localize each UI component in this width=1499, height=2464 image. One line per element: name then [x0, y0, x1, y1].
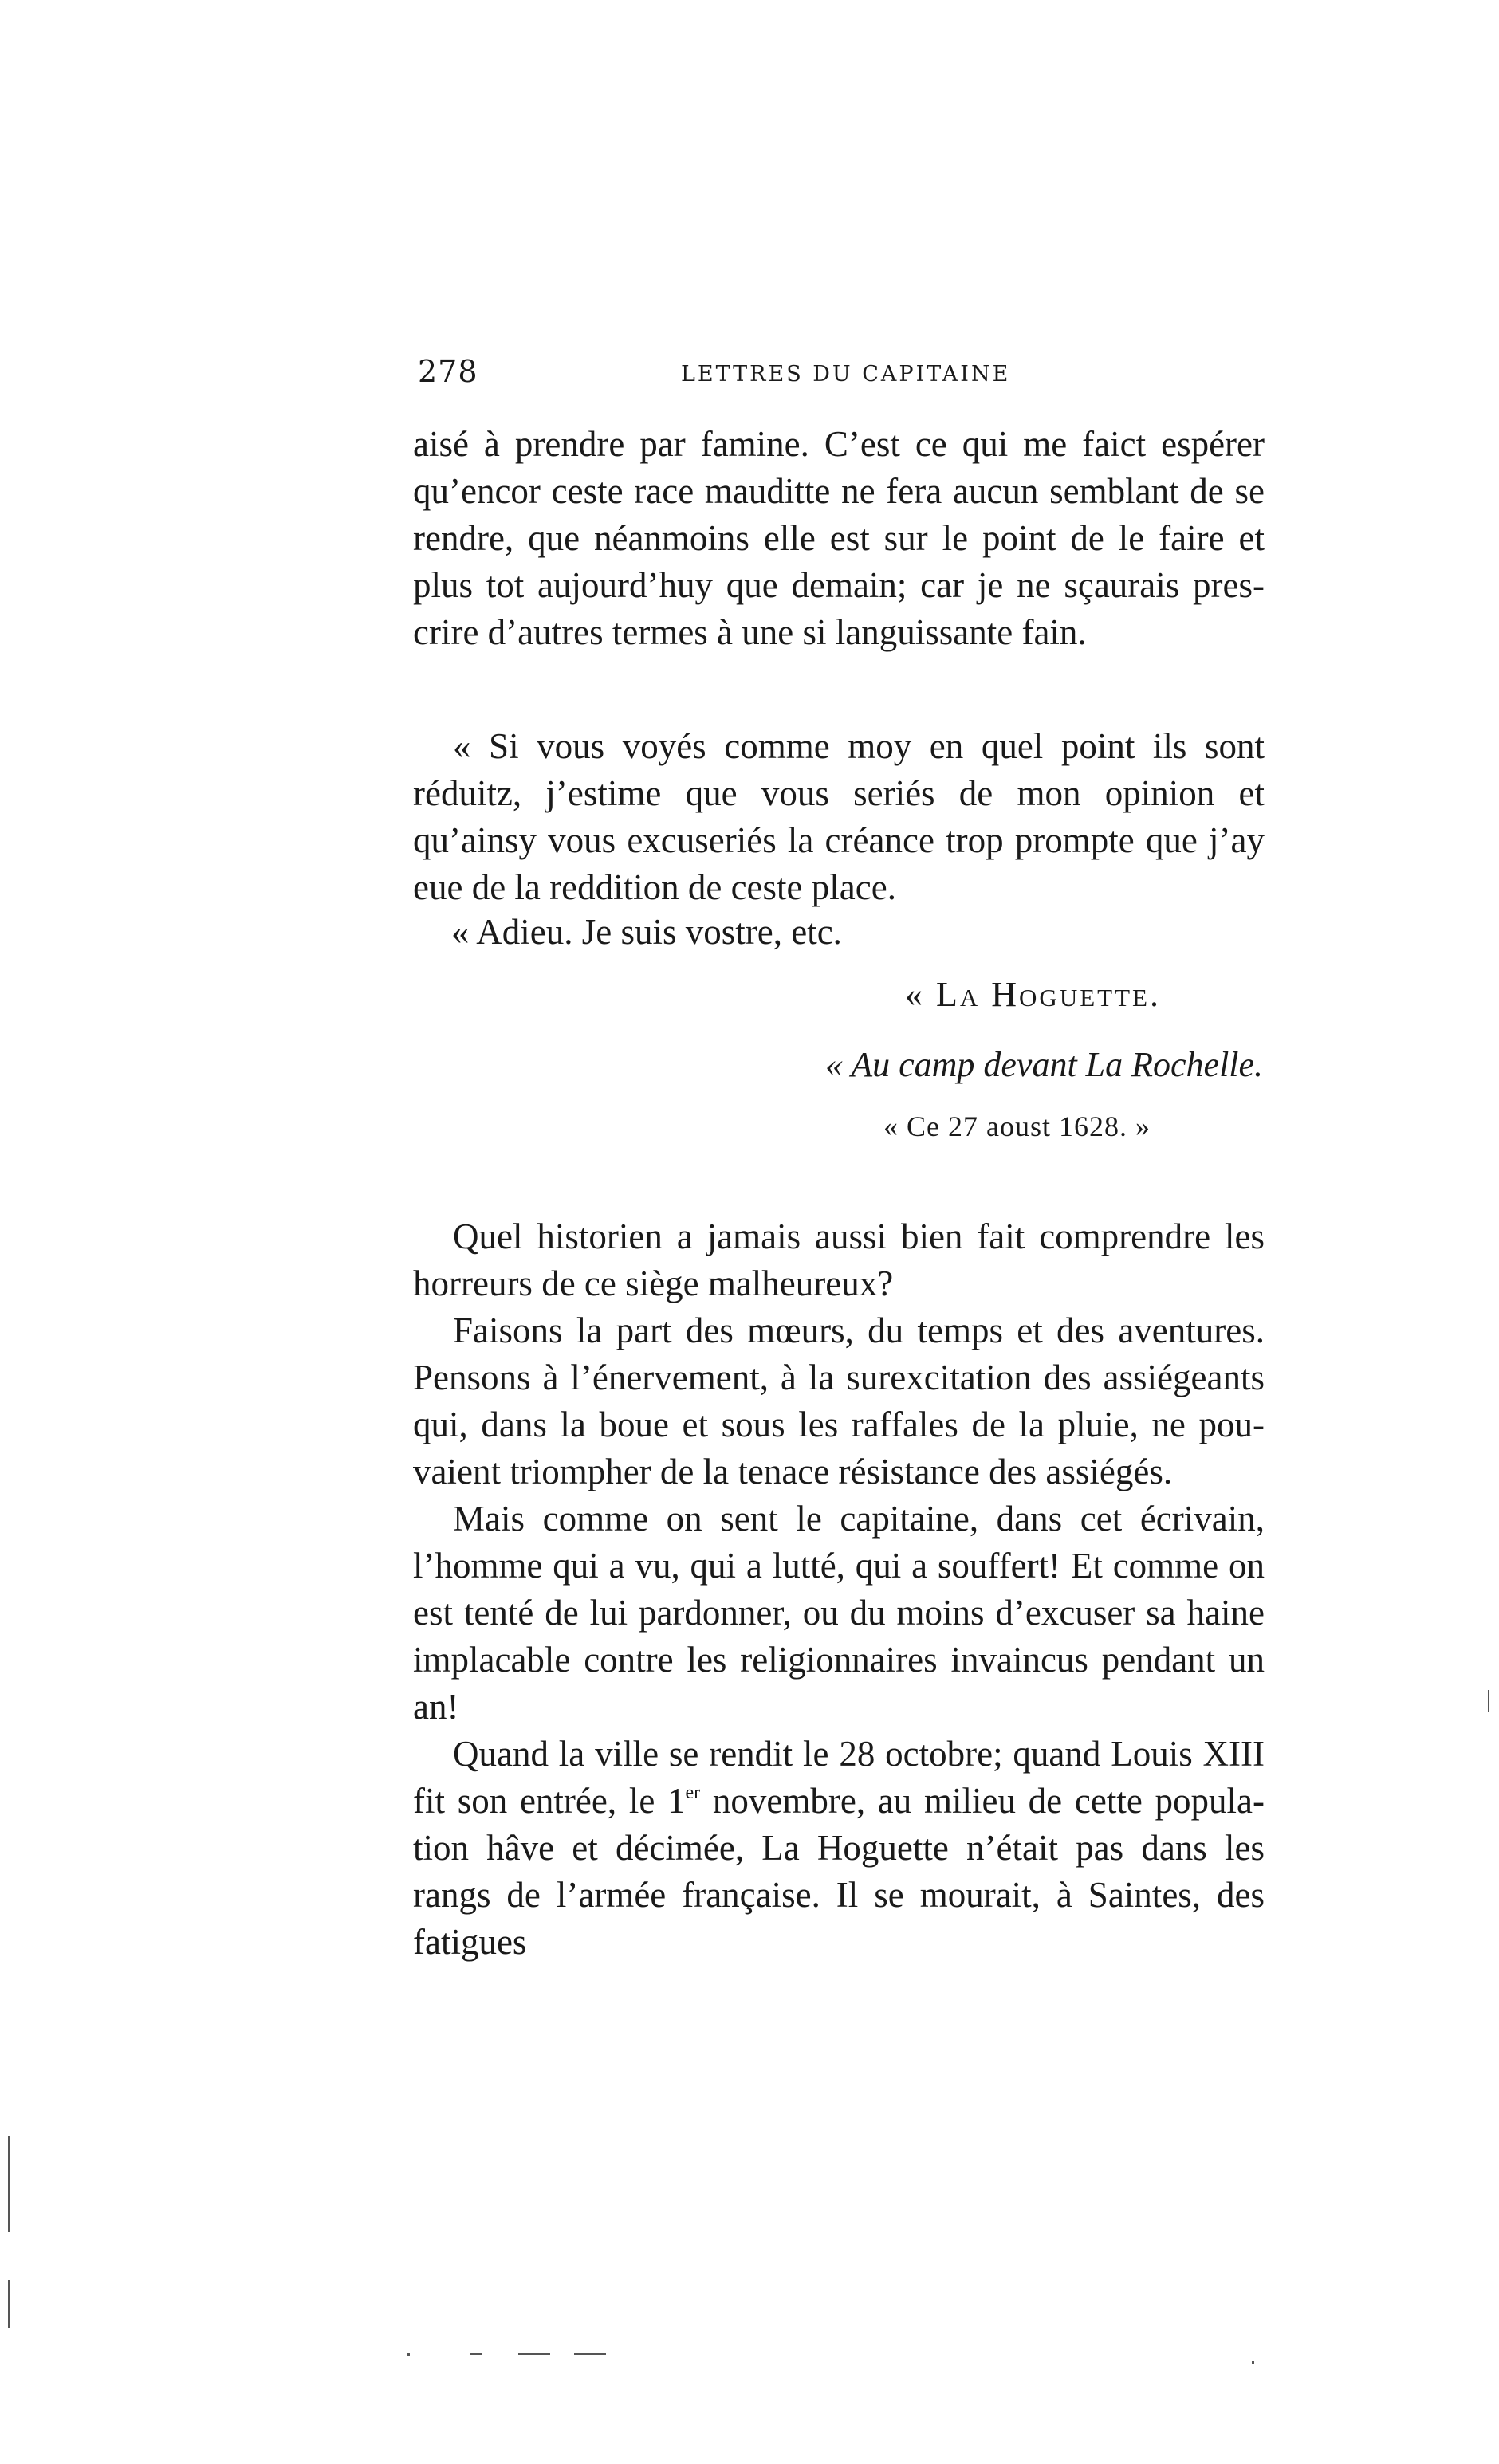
- letter-paragraph-1-text: aisé à prendre par famine. C’est ce qui me faict espérer qu’encor ceste race mauditte ne fera aucun semblant de se rendre, que néanmoins elle est sur le point de le faire et plus tot aujourd’huy que demain; car je ne sçaurais prescrire d’autres termes à une si languissante fain.: [413, 424, 1265, 652]
- letter-paragraph-1: [413, 421, 1265, 656]
- signature-prefix: «: [905, 975, 936, 1014]
- commentary-paragraph-1: Quel historien a jamais aussi bien fait comprendre les horreurs de ce siège malheureux?: [413, 1216, 1265, 1303]
- scan-speck: [1488, 1690, 1489, 1712]
- letter-date: « Ce 27 aoust 1628. »: [883, 1110, 1151, 1142]
- scan-speck: [518, 2353, 550, 2355]
- commentary-paragraph-4: [413, 1731, 1265, 1966]
- letter-place: « Au camp devant La Rochelle.: [825, 1045, 1264, 1084]
- ordinal-superscript: er: [685, 1782, 701, 1803]
- commentary-paragraph-2: Faisons la part des mœurs, du temps et des aventures. Pensons à l’énervement, à la surexcitation des assiégeants qui, dans la boue et sous les raffales de la pluie, ne pouvaient triompher de la tenace résistance des assiégés.: [413, 1311, 1265, 1491]
- scan-speck: [574, 2353, 606, 2355]
- letter-signature: [905, 974, 1161, 1015]
- letter-closing: « Adieu. Je suis vostre, etc.: [451, 912, 842, 952]
- running-head: LETTRES DU CAPITAINE: [681, 362, 1011, 387]
- scan-speck: [470, 2353, 482, 2355]
- letter-paragraph-2-text: « Si vous voyés comme moy en quel point ils sont réduitz, j’estime que vous seriés de mon opinion et qu’ainsy vous excuseriés la créance trop prompte que j’ay eue de la reddition de ceste place.: [413, 726, 1265, 907]
- page-header: [418, 354, 1263, 402]
- commentary-block: [413, 1213, 1265, 1966]
- page-number: 278: [418, 354, 478, 389]
- scan-speck: [8, 2280, 10, 2328]
- commentary-paragraph-4-end: novembre, au milieu de cette population hâve et décimée, La Hoguette n’était pas dans les rangs de l’armée française. Il se mourait, à Saintes, des fatigues: [413, 1781, 1265, 1962]
- scan-speck: [407, 2353, 410, 2356]
- signature-name: La Hoguette.: [936, 975, 1161, 1014]
- commentary-paragraph-3: Mais comme on sent le capitaine, dans cet écrivain, l’homme qui a vu, qui a lutté, qui a souffert! Et comme on est tenté de lui pardonner, ou du moins d’excuser sa haine implacable contre les religionnaires invaincus pendant un an!: [413, 1499, 1265, 1727]
- commentary-paragraph-4-start: Quand la ville se rendit le 28 octobre; quand Louis XIII fit son entrée, le 1: [413, 1734, 1265, 1821]
- scan-speck: [1252, 2361, 1254, 2364]
- scan-speck: [8, 2136, 10, 2232]
